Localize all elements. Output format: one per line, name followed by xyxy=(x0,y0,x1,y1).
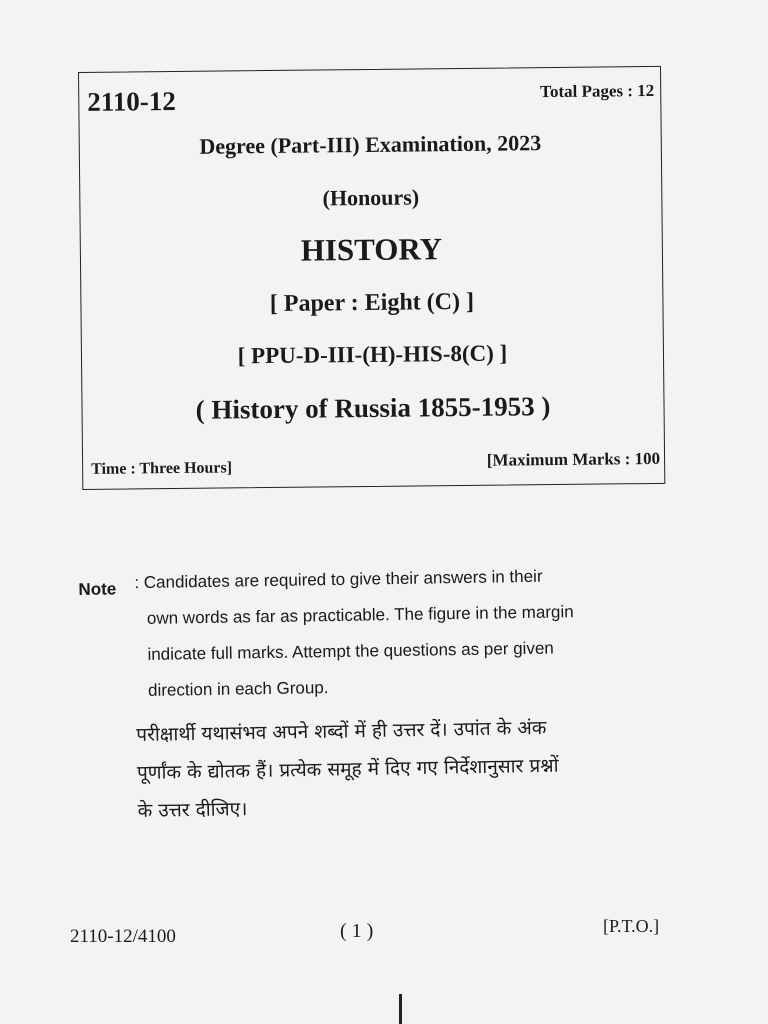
note-line: : Candidates are required to give their answers in their xyxy=(134,566,543,593)
course-title: ( History of Russia 1855-1953 ) xyxy=(195,391,551,425)
time-allowed: Time : Three Hours] xyxy=(91,459,233,478)
hindi-note-line: परीक्षार्थी यथासंभव अपने शब्दों में ही उत्तर दें। उपांत के अंक xyxy=(136,716,547,746)
paper-code: 2110-12 xyxy=(87,85,176,117)
page-number: ( 1 ) xyxy=(340,920,374,942)
exam-header-box xyxy=(78,66,665,490)
note-line: direction in each Group. xyxy=(147,678,329,700)
note-line: own words as far as practicable. The figure in the margin xyxy=(146,602,574,628)
please-turn-over: [P.T.O.] xyxy=(603,916,660,936)
footer-paper-code: 2110-12/4100 xyxy=(70,926,176,947)
subject-title: HISTORY xyxy=(300,231,443,268)
maximum-marks: [Maximum Marks : 100 xyxy=(486,448,661,470)
note-line: indicate full marks. Attempt the questions as per given xyxy=(147,638,554,664)
note-text xyxy=(134,551,680,709)
note-hindi xyxy=(136,706,683,829)
hindi-note-line: पूर्णांक के द्योतक हैं। प्रत्येक समूह में दिए गए निर्देशानुसार प्रश्नों xyxy=(136,754,559,784)
total-pages: Total Pages : 12 xyxy=(540,80,655,102)
hindi-note-line: के उत्तर दीजिए। xyxy=(137,798,248,822)
course-code: [ PPU-D-III-(H)-HIS-8(C) ] xyxy=(237,340,508,369)
note-label: Note xyxy=(78,579,117,599)
honours-label: (Honours) xyxy=(322,184,420,211)
binding-mark xyxy=(399,994,402,1024)
examination-title: Degree (Part-III) Examination, 2023 xyxy=(199,130,542,159)
note-english xyxy=(78,551,680,710)
paper-number: [ Paper : Eight (C) ] xyxy=(269,288,475,318)
